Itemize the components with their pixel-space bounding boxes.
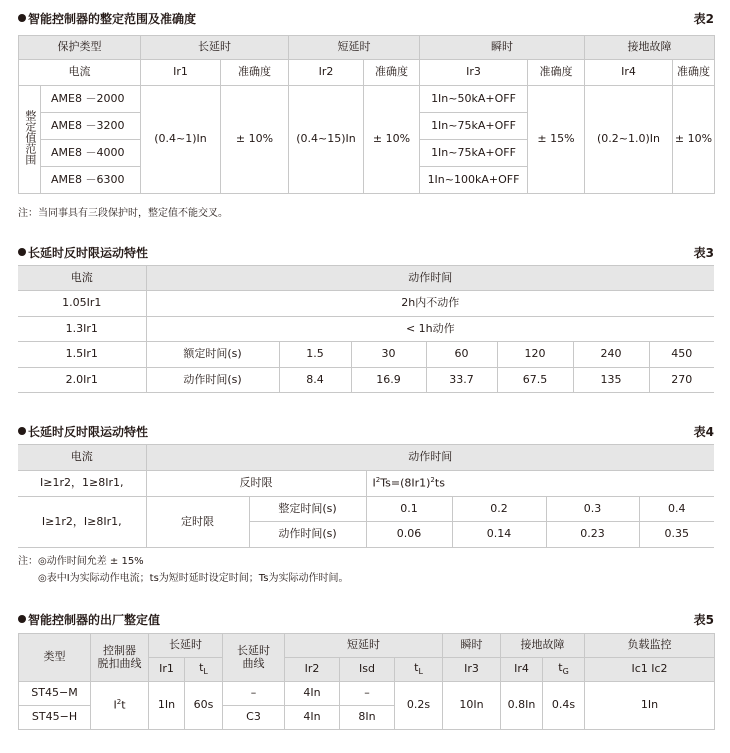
th-current: 电流 xyxy=(18,445,146,471)
isd-cell: – xyxy=(340,682,395,706)
table5-label: 表5 xyxy=(693,613,714,627)
th-acc: 准确度 xyxy=(528,60,585,86)
ir4-cell: 0.8In xyxy=(501,682,543,730)
value-cell: 0.2 xyxy=(452,497,546,522)
th-time: 动作时间 xyxy=(146,266,714,291)
sub-label: 动作时间(s) xyxy=(249,522,366,548)
th-ir3: Ir3 xyxy=(420,60,528,86)
value-cell: 67.5 xyxy=(497,368,573,393)
th-short: 短延时 xyxy=(289,36,420,60)
th-ic: Ic1 Ic2 xyxy=(585,658,715,682)
ir3-cell: 1In~75kA+OFF xyxy=(420,140,528,167)
value-cell: 0.1 xyxy=(366,497,452,522)
value-cell: 450 xyxy=(649,342,714,368)
tl2-cell: 0.2s xyxy=(395,682,443,730)
row-label: 动作时间(s) xyxy=(146,368,279,393)
ir3-cell: 1In~50kA+OFF xyxy=(420,86,528,113)
th-tl2: $t_L$ xyxy=(395,658,443,682)
model-cell: AME8 －2000 xyxy=(41,86,141,113)
value-cell: 135 xyxy=(573,368,649,393)
model-cell: AME8 －6300 xyxy=(41,167,141,194)
bullet-icon xyxy=(18,427,26,435)
th-acc: 准确度 xyxy=(364,60,420,86)
th-ground: 接地故障 xyxy=(585,36,715,60)
value-cell: 0.3 xyxy=(546,497,639,522)
th-isd: Isd xyxy=(340,658,395,682)
time-cell: < 1h动作 xyxy=(146,317,714,342)
ir3-cell: 10In xyxy=(443,682,501,730)
formula-cell: $I^2Ts=(8Ir1)^2ts$ xyxy=(366,471,714,497)
table5 xyxy=(18,633,715,730)
th-long-curve: 长延时 曲线 xyxy=(223,634,285,682)
th-tl: $t_L$ xyxy=(185,658,223,682)
value-cell: 120 xyxy=(497,342,573,368)
ir3-cell: 1In~75kA+OFF xyxy=(420,113,528,140)
bullet-icon xyxy=(18,248,26,256)
value-cell: 0.4 xyxy=(639,497,714,522)
type-cell: ST45−M xyxy=(19,682,91,706)
bullet-icon xyxy=(18,14,26,22)
table4 xyxy=(18,444,714,548)
model-cell: AME8 －4000 xyxy=(41,140,141,167)
table3-title: 长延时反时限运动特性 xyxy=(18,244,148,261)
ir2-cell: 4In xyxy=(285,706,340,730)
ir2-acc: ± 10% xyxy=(364,86,420,194)
th-ir2: Ir2 xyxy=(285,658,340,682)
table2 xyxy=(18,35,715,194)
tg-cell: 0.4s xyxy=(543,682,585,730)
type-cell: ST45−H xyxy=(19,706,91,730)
ir3-cell: 1In~100kA+OFF xyxy=(420,167,528,194)
th-prot: 保护类型 xyxy=(19,36,141,60)
value-cell: 0.35 xyxy=(639,522,714,548)
row-label: 反时限 xyxy=(146,471,366,497)
long-curve-cell: – xyxy=(223,682,285,706)
th-ir1: Ir1 xyxy=(141,60,221,86)
ir4-range: (0.2~1.0)In xyxy=(585,86,673,194)
th-inst: 瞬时 xyxy=(443,634,501,658)
th-inst: 瞬时 xyxy=(420,36,585,60)
isd-cell: 8In xyxy=(340,706,395,730)
table4-title: 长延时反时限运动特性 xyxy=(18,423,148,440)
th-tg: $t_G$ xyxy=(543,658,585,682)
table2-label: 表2 xyxy=(693,12,714,26)
value-cell: 0.23 xyxy=(546,522,639,548)
th-ir4: Ir4 xyxy=(501,658,543,682)
tl-cell: 60s xyxy=(185,682,223,730)
th-current: 电流 xyxy=(19,60,141,86)
row-label: 定时限 xyxy=(146,497,249,548)
current-cell: I≥1r2，I≥8Ir1, xyxy=(18,497,146,548)
value-cell: 60 xyxy=(426,342,497,368)
th-ir3: Ir3 xyxy=(443,658,501,682)
th-long: 长延时 xyxy=(141,36,289,60)
value-cell: 0.06 xyxy=(366,522,452,548)
th-type: 类型 xyxy=(19,634,91,682)
ir1-acc: ± 10% xyxy=(221,86,289,194)
ir3-acc: ± 15% xyxy=(528,86,585,194)
long-curve-cell: C3 xyxy=(223,706,285,730)
ir4-acc: ± 10% xyxy=(673,86,715,194)
th-load: 负载监控 xyxy=(585,634,715,658)
ic-cell: 1In xyxy=(585,682,715,730)
th-acc: 准确度 xyxy=(673,60,715,86)
value-cell: 270 xyxy=(649,368,714,393)
table3 xyxy=(18,265,714,393)
th-curve: 控制器 脱扣曲线 xyxy=(91,634,149,682)
range-label-cell xyxy=(19,86,41,194)
row-label: 额定时间(s) xyxy=(146,342,279,368)
sub-label: 整定时间(s) xyxy=(249,497,366,522)
bullet-icon xyxy=(18,615,26,623)
table2-title: 智能控制器的整定范围及准确度 xyxy=(18,10,196,27)
current-cell: I≥1r2，1≥8Ir1, xyxy=(18,471,146,497)
th-current: 电流 xyxy=(18,266,146,291)
value-cell: 8.4 xyxy=(279,368,351,393)
curve-cell: $I^2t$ xyxy=(91,682,149,730)
current-cell: 1.5Ir1 xyxy=(18,342,146,368)
ir1-cell: 1In xyxy=(149,682,185,730)
table4-note1: 注：◎动作时间允差 ± 15% xyxy=(18,556,144,567)
ir2-range: (0.4~15)In xyxy=(289,86,364,194)
th-ground: 接地故障 xyxy=(501,634,585,658)
value-cell: 30 xyxy=(351,342,426,368)
table2-note: 注：当同事具有三段保护时，整定值不能交叉。 xyxy=(18,208,228,219)
current-cell: 2.0Ir1 xyxy=(18,368,146,393)
ir2-cell: 4In xyxy=(285,682,340,706)
value-cell: 33.7 xyxy=(426,368,497,393)
value-cell: 1.5 xyxy=(279,342,351,368)
range-label: 整定值范围 xyxy=(23,110,37,166)
th-acc: 准确度 xyxy=(221,60,289,86)
th-ir2: Ir2 xyxy=(289,60,364,86)
value-cell: 240 xyxy=(573,342,649,368)
th-short: 短延时 xyxy=(285,634,443,658)
table4-label: 表4 xyxy=(693,425,714,439)
value-cell: 0.14 xyxy=(452,522,546,548)
th-ir4: Ir4 xyxy=(585,60,673,86)
table4-note2: ◎表中I为实际动作电流；ts为短时延时设定时间；Ts为实际动作时间。 xyxy=(38,573,349,584)
table5-title: 智能控制器的出厂整定值 xyxy=(18,611,160,628)
ir1-range: (0.4~1)In xyxy=(141,86,221,194)
current-cell: 1.05Ir1 xyxy=(18,291,146,317)
th-time: 动作时间 xyxy=(146,445,714,471)
current-cell: 1.3Ir1 xyxy=(18,317,146,342)
value-cell: 16.9 xyxy=(351,368,426,393)
table3-label: 表3 xyxy=(693,246,714,260)
th-long: 长延时 xyxy=(149,634,223,658)
model-cell: AME8 －3200 xyxy=(41,113,141,140)
time-cell: 2h内不动作 xyxy=(146,291,714,317)
th-ir1: Ir1 xyxy=(149,658,185,682)
